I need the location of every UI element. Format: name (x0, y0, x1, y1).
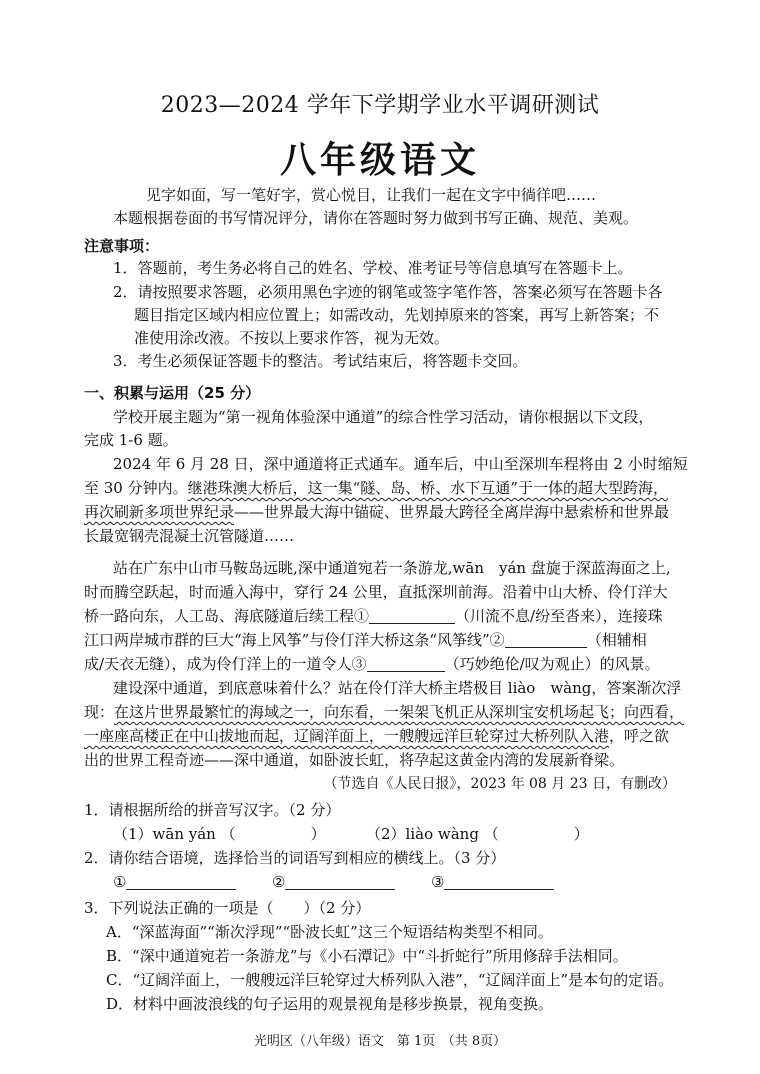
question-3-option-d: D．材料中画波浪线的句子运用的观景视角是移步换景，视角变换。 (106, 995, 554, 1013)
question-2-answer-row (113, 870, 554, 894)
passage-source: （节选自《人民日报》，2023 年 08 月 23 日，有删改） (323, 776, 676, 792)
passage-p3-line-1: 建设深中通道，到底意味着什么？站在伶仃洋大桥主塔极目 liào wàng，答案渐次浮 (113, 679, 682, 697)
passage-p2-line-1: 站在广东中山市马鞍岛远眺,深中通道宛若一条游龙,wān yán 盘旋于深蓝海面之上, (113, 559, 671, 577)
question-3: 3．下列说法正确的一项是（ ）（2 分） (84, 899, 371, 917)
passage-p2-line-4-text: 江口两岸城市群的巨大“海上风筝”与伶仃洋大桥这条“风筝线”② (84, 631, 505, 649)
notes-item-2-line-2: 题目指定区域内相应位置上；如需改动，先划掉原来的答案，再写上新答案；不 (134, 306, 660, 324)
passage-p2-line-5 (84, 652, 660, 676)
passage-p2-line-2: 时而腾空跃起，时而遁入海中，穿行 24 公里，直抵深圳前海。沿着中山大桥、伶仃洋大 (84, 583, 668, 601)
exam-title: 2023—2024 学年下学期学业水平调研测试 (160, 93, 600, 118)
question-2: 2．请你结合语境，选择恰当的词语写到相应的横线上。（3 分） (84, 849, 506, 867)
passage-p2-line-5-choices: （巧妙绝伦/叹为观止）的风景。 (444, 655, 660, 673)
answer-marker-1: ① (113, 873, 127, 891)
answer-marker-2: ② (272, 873, 286, 891)
passage-p2-line-3-choices: （川流不息/纷至沓来），连接珠 (455, 607, 663, 625)
question-1-part-1: （1）wān yán （ ） (113, 825, 326, 843)
answer-blank-1 (126, 873, 236, 890)
question-1: 1．请根据所给的拼音写汉字。（2 分） (84, 801, 341, 819)
notes-item-1: 1．答题前，考生务必将自己的姓名、学校、准考证号等信息填写在答题卡上。 (113, 259, 633, 277)
notes-item-2-line-3: 准使用涂改液。不按以上要求作答，视为无效。 (134, 329, 450, 347)
section-1-lead-line-2: 完成 1-6 题。 (84, 431, 178, 449)
passage-p2-line-3-text: 桥一路向东，人工岛、海底隧道后续工程① (84, 607, 370, 625)
passage-p3-line-4: 出的世界工程奇迹——深中通道，如卧波长虹，将孕起这黄金内湾的发展新脊梁。 (84, 751, 625, 769)
passage-p1-line-3 (84, 500, 669, 524)
passage-p2-line-4-choices: （相辅相 (586, 631, 647, 649)
passage-p1-line-3-wavy: 再次刷新多项世界纪录 (84, 503, 235, 521)
question-3-option-c: C．“辽阔洋面上，一艘艘远洋巨轮穿过大桥列队入港”，“辽阔洋面上”是本句的定语。 (106, 971, 674, 989)
section-1-lead-line-1: 学校开展主题为“第一视角体验深中通道”的综合性学习活动，请你根据以下文段， (113, 408, 654, 426)
passage-p3-line-3-plain: ，呼之欲 (609, 727, 670, 745)
passage-p3-line-3 (84, 724, 669, 748)
passage-p3-line-2 (84, 700, 684, 724)
passage-p1-line-2-wavy: 继港珠澳大桥后，这一集“隧、岛、桥、水下互通”于一体的超大型跨海， (187, 479, 668, 497)
question-3-option-b: B．“深中通道宛若一条游龙”与《小石潭记》中“斗折蛇行”所用修辞手法相同。 (106, 947, 628, 965)
intro-line-2: 本题根据卷面的书写情况评分，请你在答题时努力做到书写正确、规范、美观。 (113, 209, 639, 227)
question-1-part-2: （2）liào wàng （ ） (366, 825, 589, 843)
section-1-heading: 一、积累与运用（25 分） (84, 384, 261, 402)
question-3-option-a: A．“深蓝海面”“渐次浮现”“卧波长虹”这三个短语结构类型不相同。 (106, 923, 553, 941)
page-footer: 光明区（八年级）语文 第 1页 （共 8页） (253, 1034, 507, 1049)
passage-p1-line-1: 2024 年 6 月 28 日，深中通道将正式通车。通车后，中山至深圳车程将由 2 小时缩短 (113, 455, 688, 473)
passage-p2-line-4 (84, 628, 647, 652)
answer-blank-3 (444, 873, 554, 890)
blank-3 (367, 655, 445, 672)
passage-p2-line-5-text: 成/天衣无缝），成为伶仃洋上的一道令人③ (84, 655, 367, 673)
blank-2 (505, 631, 587, 648)
notes-heading: 注意事项： (84, 237, 160, 255)
blank-1 (369, 607, 455, 624)
passage-p1-line-4: 长最宽钢壳混凝土沉管隧道…… (84, 527, 295, 545)
notes-item-2-line-1: 2．请按照要求答题，必须用黑色字迹的钢笔或签字笔作答，答案必须写在答题卡各 (113, 283, 663, 301)
passage-p3-line-2-plain: 现： (84, 703, 115, 721)
passage-p3-line-3-wavy: 一座座高楼正在中山拔地而起，辽阔洋面上，一艘艘远洋巨轮穿过大桥列队入港 (84, 727, 610, 745)
answer-blank-2 (285, 873, 395, 890)
subject-title: 八年级语文 (279, 140, 480, 181)
passage-p1-line-2 (84, 476, 668, 500)
passage-p2-line-3 (84, 604, 663, 628)
passage-p1-line-3-plain: ——世界最大海中锚碇、世界最大跨径全离岸海中悬索桥和世界最 (234, 503, 670, 521)
answer-marker-3: ③ (431, 873, 445, 891)
intro-line-1: 见字如面，写一笔好字，赏心悦目，让我们一起在文字中徜徉吧…… (146, 186, 597, 204)
notes-item-3: 3．考生必须保证答题卡的整洁。考试结束后，将答题卡交回。 (113, 352, 528, 370)
passage-p1-line-2-plain: 至 30 分钟内。 (84, 479, 188, 497)
passage-p3-line-2-wavy: 在这片世界最繁忙的海域之一，向东看，一架架飞机正从深圳宝安机场起飞；向西看， (114, 703, 685, 721)
